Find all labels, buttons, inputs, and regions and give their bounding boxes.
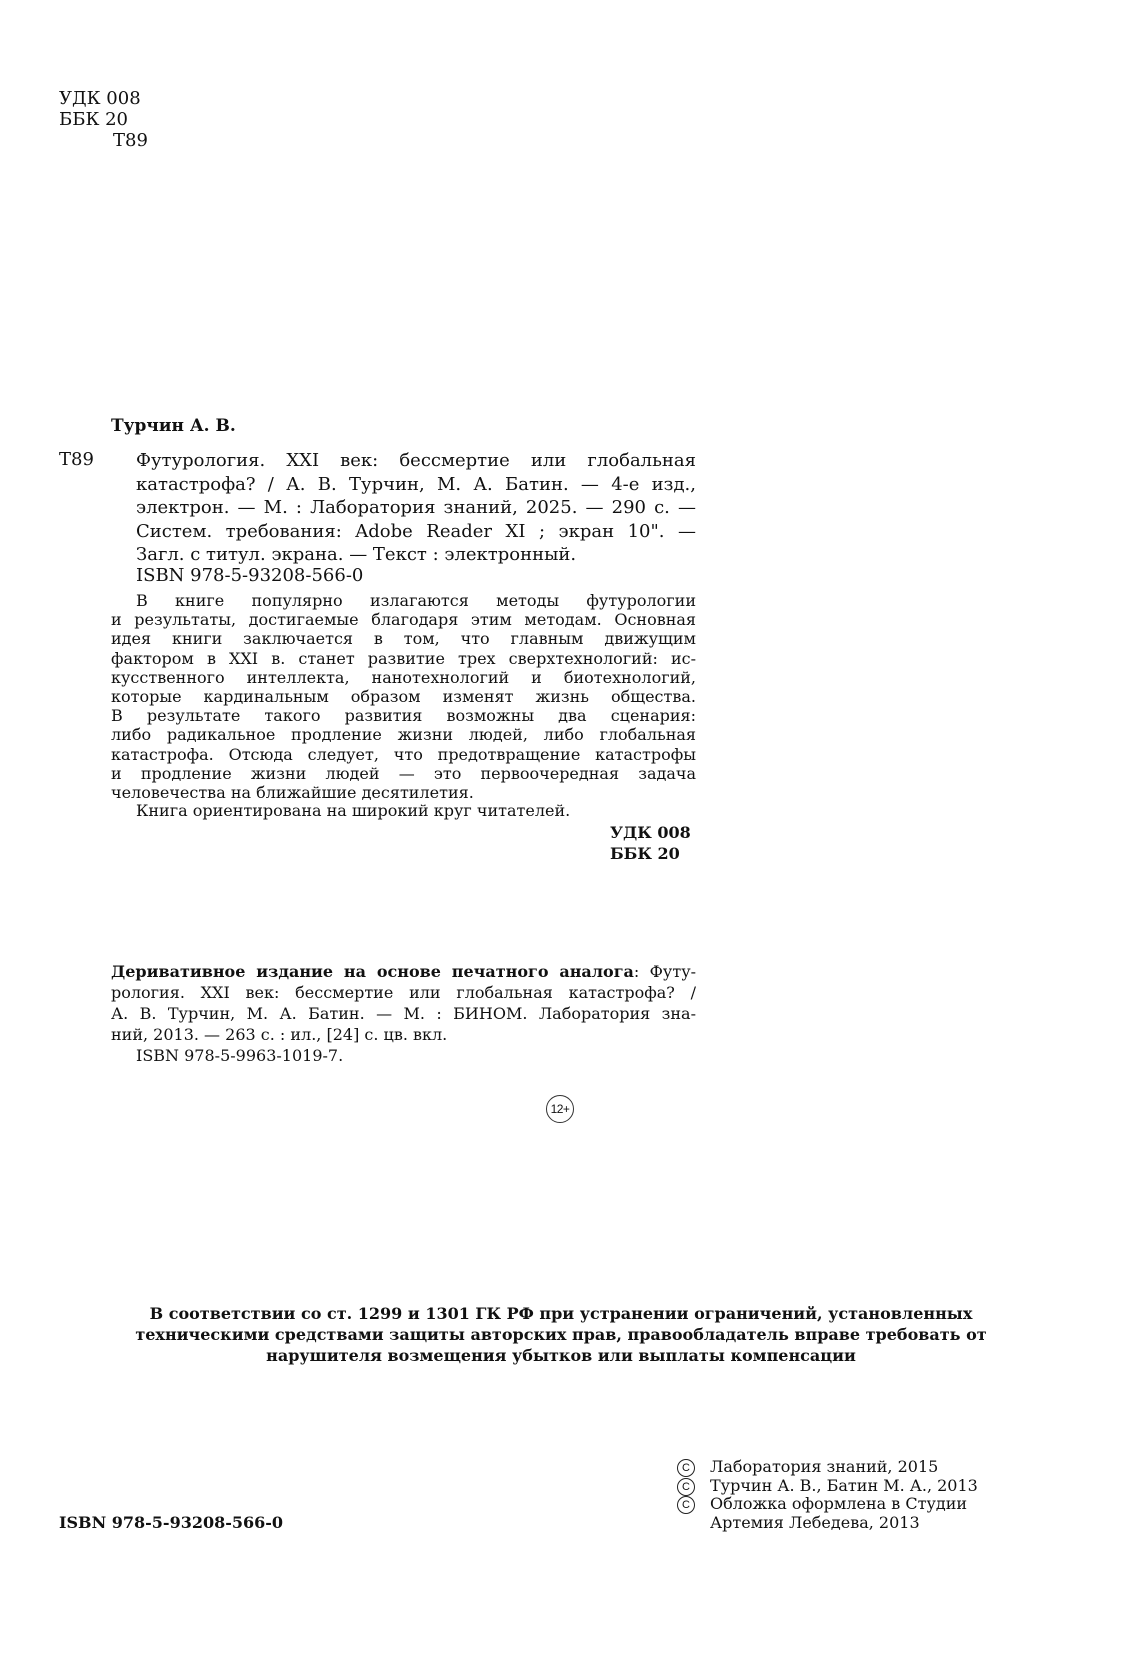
derivative-edition-note bbox=[111, 961, 696, 1066]
bbk-code-bottom: ББК 20 bbox=[610, 844, 680, 863]
abstract-line: человечества на ближайшие десятилетия. bbox=[111, 783, 474, 803]
bibliographic-record bbox=[136, 449, 696, 567]
derivative-line: А. В. Турчин, М. А. Батин. — М. : БИНОМ. Лаборатория зна- bbox=[111, 1004, 696, 1023]
copyright-continuation: Артемия Лебедева, 2013 bbox=[710, 1512, 920, 1532]
record-line: Футурология. XXI век: бессмертие или глобальная bbox=[136, 450, 696, 471]
isbn-main: ISBN 978-5-93208-566-0 bbox=[136, 565, 364, 586]
age-rating-badge: 12+ bbox=[546, 1095, 574, 1123]
abstract-line: В книге популярно излагаются методы футурологии bbox=[136, 591, 696, 610]
record-line: электрон. — М. : Лаборатория знаний, 2025. — 290 с. — bbox=[136, 497, 696, 518]
classification-block bbox=[59, 88, 148, 151]
classification-bottom bbox=[610, 822, 691, 864]
copyright-line: C Лаборатория знаний, 2015 bbox=[677, 1458, 978, 1477]
record-line: катастрофа? / А. В. Турчин, М. А. Батин. — 4-е изд., bbox=[136, 473, 696, 495]
isbn-bottom: ISBN 978-5-93208-566-0 bbox=[59, 1513, 284, 1532]
derivative-lead-rest: : Футу- bbox=[633, 962, 697, 981]
abstract-line: либо радикальное продление жизни людей, либо глобальная bbox=[111, 725, 696, 745]
record-line: Загл. с титул. экрана. — Текст : электронный. bbox=[136, 544, 577, 565]
legal-line: нарушителя возмещения убытков или выплаты компенсации bbox=[266, 1346, 856, 1365]
abstract-line: кусственного интеллекта, нанотехнологий и биотехнологий, bbox=[111, 667, 696, 687]
derivative-line: рология. XXI век: бессмертие или глобальная катастрофа? / bbox=[111, 983, 696, 1002]
legal-line: техническими средствами защиты авторских прав, правообладатель вправе требовать от bbox=[135, 1325, 987, 1344]
abstract bbox=[111, 591, 696, 802]
abstract-line: и продление жизни людей — это первоочередная задача bbox=[111, 763, 696, 783]
copyright-icon: C bbox=[677, 1496, 695, 1514]
catalog-code: Т89 bbox=[59, 449, 94, 470]
derivative-line: ний, 2013. — 263 с. : ил., [24] с. цв. вкл. bbox=[111, 1025, 448, 1044]
copyright-icon: C bbox=[677, 1478, 695, 1496]
author-heading: Турчин А. В. bbox=[111, 416, 236, 436]
abstract-line: идея книги заключается в том, что главным движущим bbox=[111, 629, 696, 649]
audience-note: Книга ориентирована на широкий круг читателей. bbox=[136, 801, 571, 820]
udk-code-bottom: УДК 008 bbox=[610, 823, 691, 842]
author-mark: Т89 bbox=[113, 130, 148, 151]
abstract-line: катастрофа. Отсюда следует, что предотвращение катастрофы bbox=[111, 744, 696, 764]
abstract-line: и результаты, достигаемые благодаря этим методам. Основная bbox=[111, 610, 696, 630]
udk-code: УДК 008 bbox=[59, 88, 141, 109]
abstract-line: фактором в XXI в. станет развитие трех сверхтехнологий: ис- bbox=[111, 648, 696, 668]
abstract-line: которые кардинальным образом изменят жизнь общества. bbox=[111, 687, 696, 707]
record-line: Систем. требования: Adobe Reader XI ; экран 10". — bbox=[136, 520, 696, 542]
derivative-line bbox=[111, 961, 696, 982]
abstract-line: В результате такого развития возможны два сценария: bbox=[111, 706, 696, 726]
copyright-icon: C bbox=[677, 1459, 695, 1477]
derivative-lead: Деривативное издание на основе печатного аналога bbox=[111, 962, 634, 981]
legal-line: В соответствии со ст. 1299 и 1301 ГК РФ при устранении ограничений, установленных bbox=[149, 1304, 973, 1323]
copyright-line: C Турчин А. В., Батин М. А., 2013 bbox=[677, 1477, 978, 1496]
legal-notice bbox=[111, 1303, 1011, 1366]
copyright-line: C Обложка оформлена в Студии bbox=[677, 1495, 978, 1514]
bbk-code: ББК 20 bbox=[59, 109, 129, 130]
derivative-isbn: ISBN 978-5-9963-1019-7. bbox=[136, 1046, 344, 1065]
copyright-block bbox=[677, 1458, 978, 1532]
